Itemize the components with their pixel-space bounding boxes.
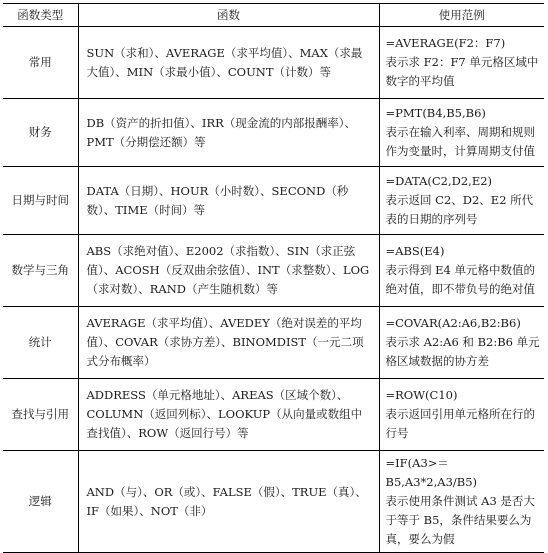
table-row (3, 451, 544, 553)
functions-cell: ABS（求绝对值）、E2002（求指数）、SIN（求正弦值）、ACOSH（反双曲余弦值）、INT（求整数）、LOG（求对数）、RAND（产生随机数）等 (78, 235, 379, 307)
function-type-cell: 日期与时间 (3, 167, 78, 235)
example-cell (379, 27, 544, 99)
function-type-cell: 查找与引用 (3, 379, 78, 451)
functions-cell: DATA（日期）、HOUR（小时数）、SECOND（秒数）、TIME（时间）等 (78, 167, 379, 235)
function-type-cell: 统计 (3, 307, 78, 379)
function-type-cell: 财务 (3, 99, 78, 167)
header-function: 函数 (78, 4, 379, 27)
example-cell (379, 451, 544, 553)
example-cell (379, 307, 544, 379)
example-cell (379, 235, 544, 307)
example-description: 表示返回引用单元格所在行的行号 (385, 407, 535, 440)
functions-cell: SUN（求和）、AVERAGE（求平均值）、MAX（求最大值）、MIN（求最小值）、COUNT（计数）等 (78, 27, 379, 99)
example-formula: =AVERAGE(F2：F7) (385, 36, 506, 50)
table-row (3, 235, 544, 307)
table-row (3, 167, 544, 235)
function-table (3, 3, 544, 553)
table-header (3, 4, 544, 27)
example-cell (379, 379, 544, 451)
table-body (3, 27, 544, 553)
functions-cell: ADDRESS（单元格地址）、AREAS（区域个数）、COLUMN（返回列标）、LOOKUP（从向量或数组中查找值）、ROW（返回行号）等 (78, 379, 379, 451)
functions-cell: DB（资产的折扣值）、IRR（现金流的内部报酬率）、PMT（分期偿还额）等 (78, 99, 379, 167)
functions-cell: AVERAGE（求平均值）、AVEDEY（绝对误差的平均值）、COVAR（求协方差）、BINOMDIST（一元二项式分布概率） (78, 307, 379, 379)
function-type-cell: 数学与三角 (3, 235, 78, 307)
table-row (3, 307, 544, 379)
header-row (3, 4, 544, 27)
table-row (3, 379, 544, 451)
example-description: 表示求 A2:A6 和 B2:B6 单元格区域数据的协方差 (385, 335, 540, 368)
table-row (3, 27, 544, 99)
example-formula: =COVAR(A2:A6,B2:B6) (385, 316, 521, 330)
table-row (3, 99, 544, 167)
example-formula: =PMT(B4,B5,B6) (385, 106, 486, 120)
example-formula: =IF(A3>＝B5,A3*2,A3/B5) (385, 456, 478, 489)
example-description: 表示使用条件测试 A3 是否大于等于 B5，条件结果要么为真，要么为假 (385, 494, 535, 546)
example-formula: =ABS(E4) (385, 244, 445, 258)
functions-cell: AND（与）、OR（或）、FALSE（假）、TRUE（真）、IF（如果）、NOT（非） (78, 451, 379, 553)
header-function-type: 函数类型 (3, 4, 78, 27)
example-formula: =DATA(C2,D2,E2) (385, 174, 493, 188)
function-type-cell: 常用 (3, 27, 78, 99)
example-description: 表示在输入利率、周期和规则作为变量时，计算周期支付值 (385, 125, 535, 158)
example-description: 表示得到 E4 单元格中数值的绝对值，即不带负号的绝对值 (385, 263, 536, 296)
header-usage-example: 使用范例 (379, 4, 544, 27)
example-cell (379, 99, 544, 167)
example-description: 表示返回 C2、D2、E2 所代表的日期的序列号 (385, 193, 534, 226)
example-cell (379, 167, 544, 235)
example-formula: =ROW(C10) (385, 388, 458, 402)
function-type-cell: 逻辑 (3, 451, 78, 553)
example-description: 表示求 F2：F7 单元格区域中数字的平均值 (385, 55, 539, 88)
